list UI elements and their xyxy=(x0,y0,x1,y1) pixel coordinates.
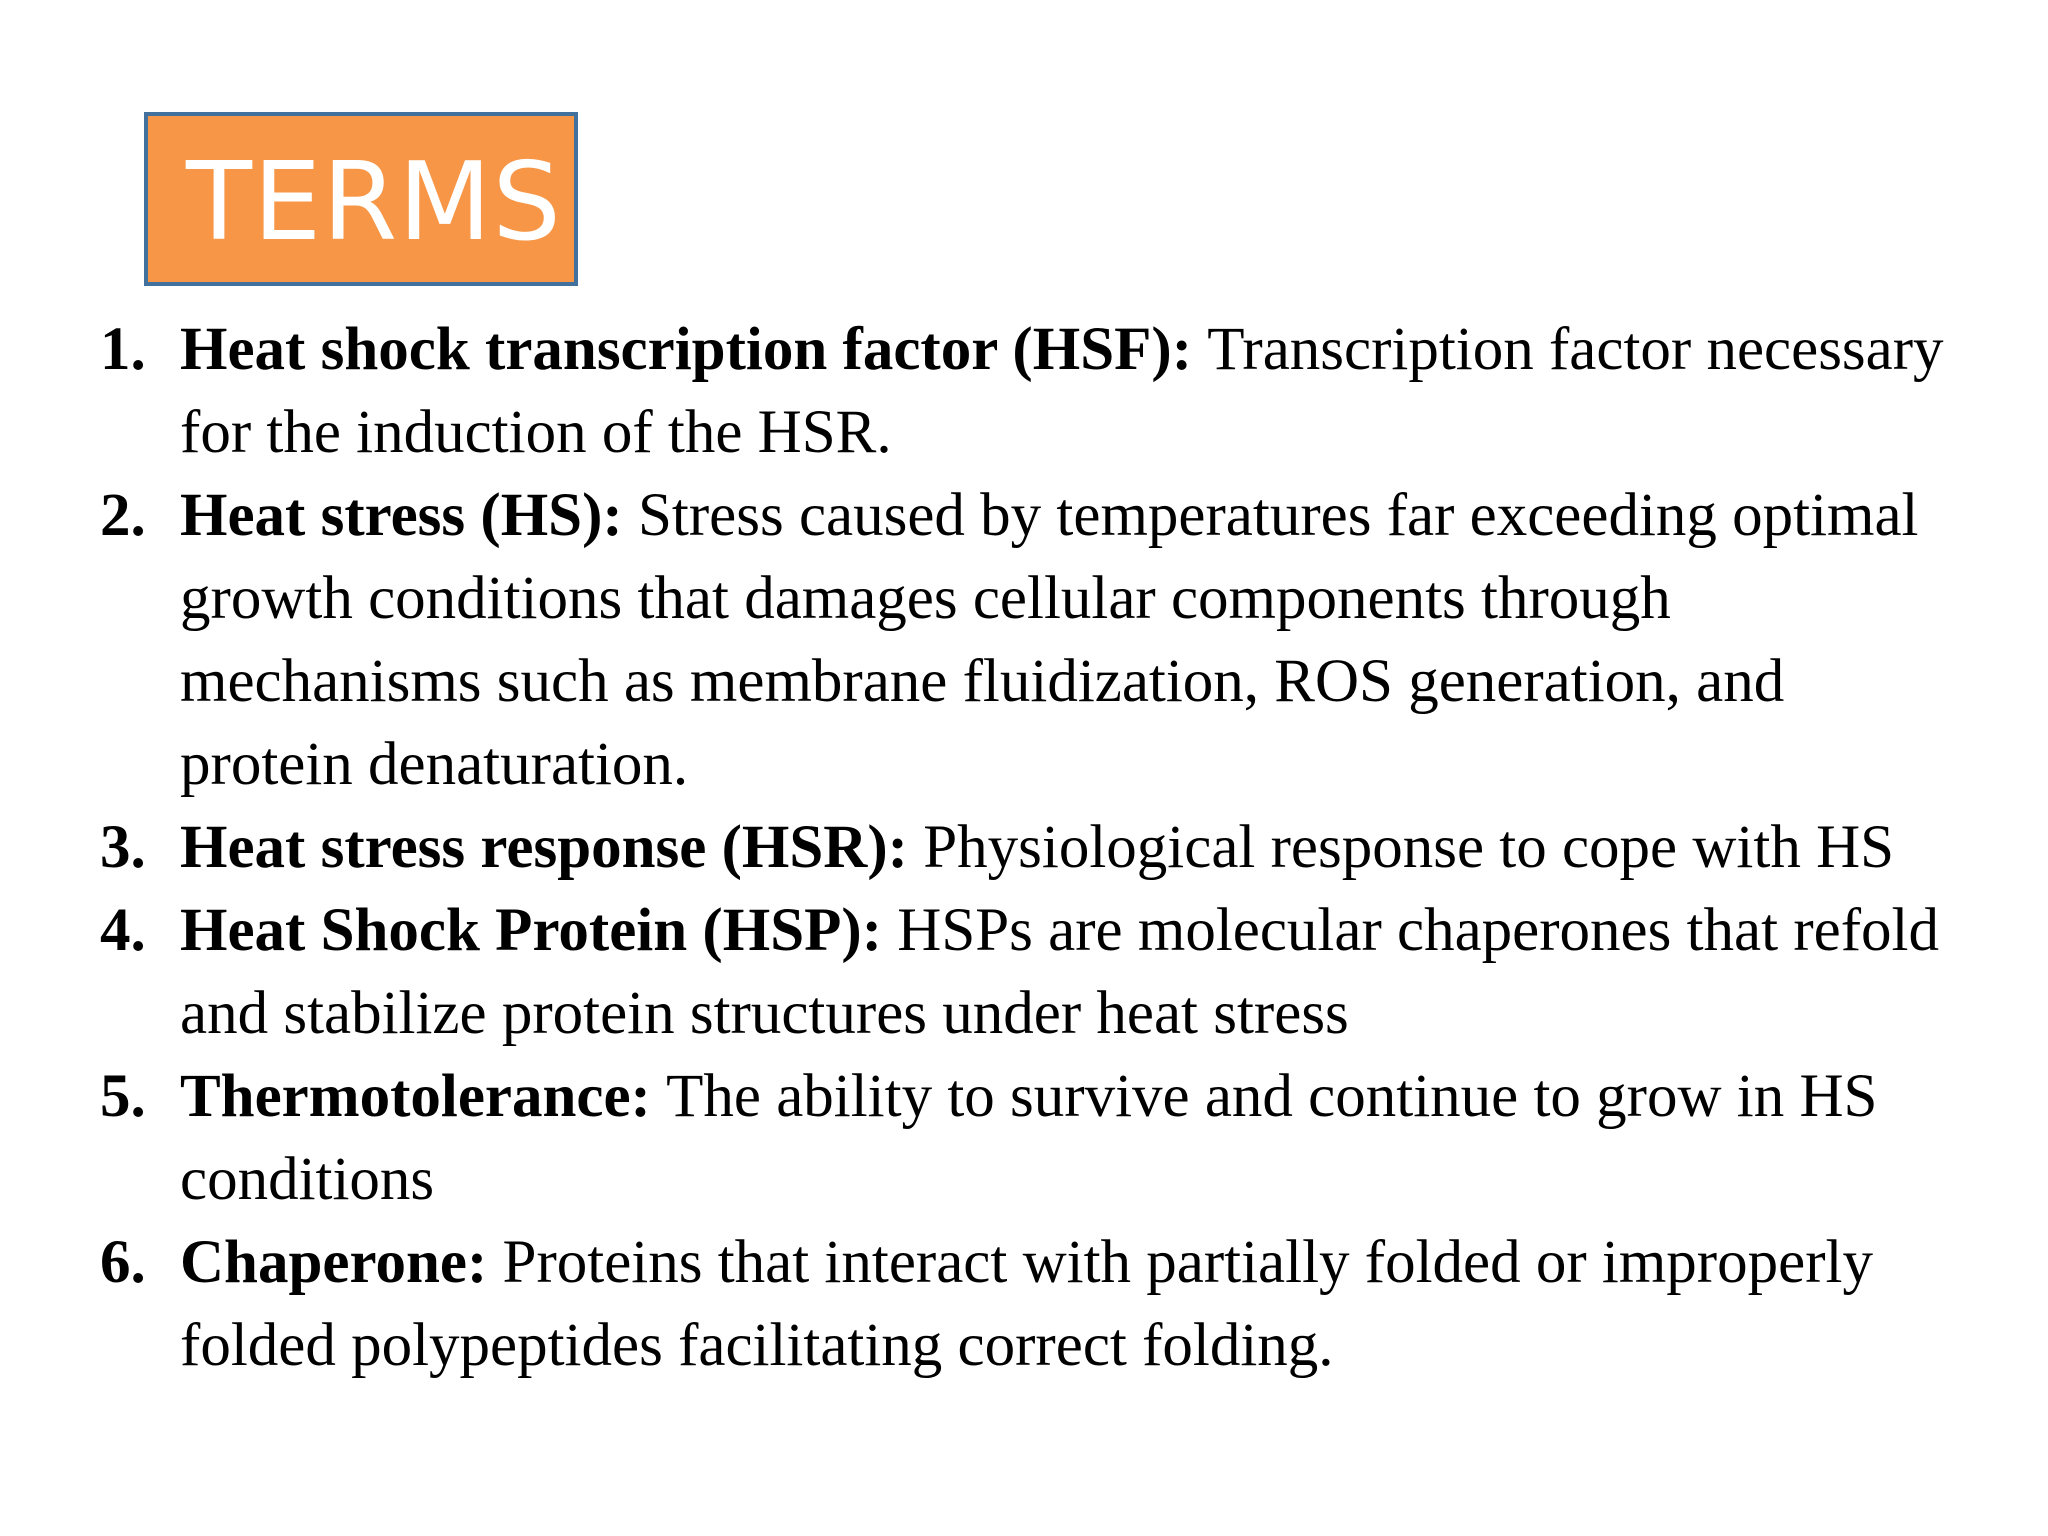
term-number: 5. xyxy=(100,1063,146,1130)
term-item-4 xyxy=(100,889,1960,1055)
term-definition: Transcription factor necessary for the induction of the HSR. xyxy=(180,316,1944,466)
term-definition: The ability to survive and continue to grow in HS conditions xyxy=(180,1063,1878,1213)
term-name: Chaperone: xyxy=(180,1229,503,1296)
term-name: Heat shock transcription factor (HSF): xyxy=(180,316,1208,383)
terms-list xyxy=(100,308,1960,1387)
term-item-3 xyxy=(100,806,1960,889)
term-name: Heat stress response (HSR): xyxy=(180,814,924,881)
term-number: 1. xyxy=(100,316,146,383)
term-item-6 xyxy=(100,1221,1960,1387)
term-definition: Stress caused by temperatures far exceeding optimal growth conditions that damages cellular components through mechanisms such as membrane fluidization, ROS generation, and protein denaturation. xyxy=(180,482,1919,798)
term-number: 3. xyxy=(100,814,146,881)
term-name: Heat Shock Protein (HSP): xyxy=(180,897,898,964)
term-name: Thermotolerance: xyxy=(180,1063,667,1130)
term-definition: HSPs are molecular chaperones that refold and stabilize protein structures under heat stress xyxy=(180,897,1939,1047)
term-name: Heat stress (HS): xyxy=(180,482,638,549)
term-definition: Proteins that interact with partially folded or improperly folded polypeptides facilitating correct folding. xyxy=(180,1229,1873,1379)
term-item-5 xyxy=(100,1055,1960,1221)
term-number: 6. xyxy=(100,1229,146,1296)
term-item-2 xyxy=(100,474,1960,806)
term-number: 4. xyxy=(100,897,146,964)
term-definition: Physiological response to cope with HS xyxy=(923,814,1895,881)
term-number: 2. xyxy=(100,482,146,549)
term-item-1 xyxy=(100,308,1960,474)
slide-title: TERMS xyxy=(144,112,578,286)
